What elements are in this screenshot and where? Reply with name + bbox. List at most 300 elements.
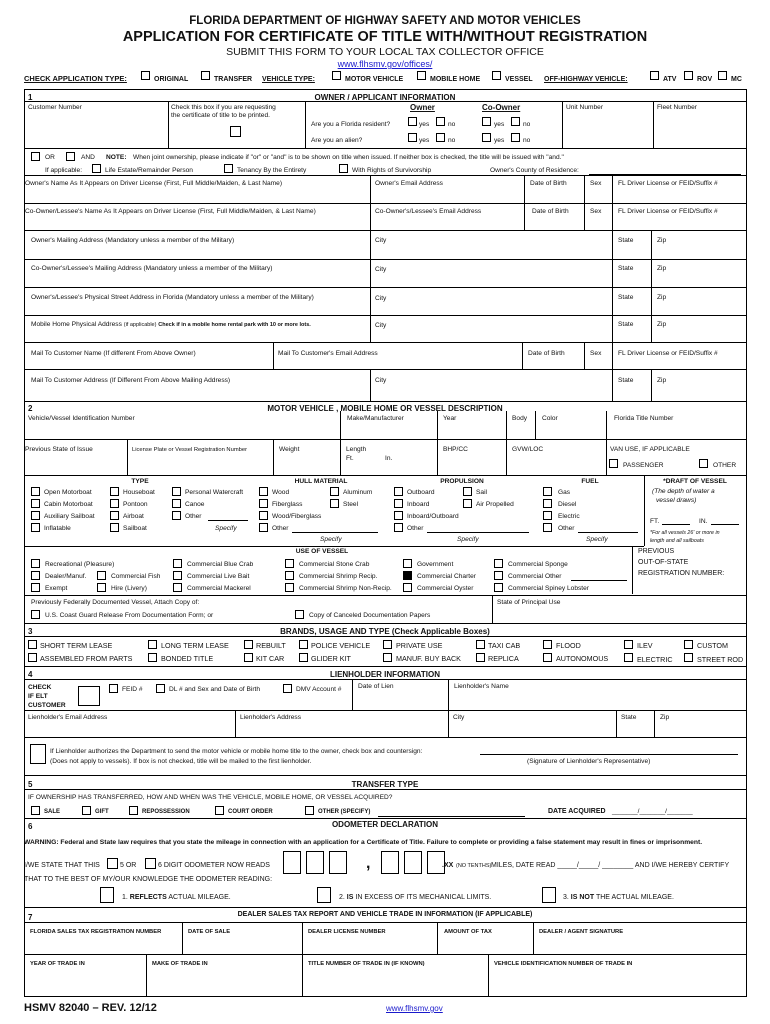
court-order-label: COURT ORDER [228,809,273,815]
draft-footnote-1: *For all vessels 26' or more in [650,530,720,536]
propulsion-specify-label: Specify [457,536,479,543]
dmv-account-label: DMV Account # [296,686,342,693]
owner-alien-no[interactable] [436,133,445,142]
custom-checkbox[interactable] [684,640,693,649]
steel-label: Steel [343,501,359,508]
mail-to-city-label: City [375,377,387,384]
title-trade-in-label: TITLE NUMBER OF TRADE IN (IF KNOWN) [308,961,425,967]
physical-address-label: Owner's/Lessee's Physical Street Address in Florida (Mandatory unless a member of the Military) [31,294,314,301]
type-other-label: Other [185,513,202,520]
private-use-checkbox[interactable] [383,640,392,649]
bonded-title-checkbox[interactable] [148,653,157,662]
elt-customer-checkbox[interactable] [78,686,100,706]
aluminum-label: Aluminum [343,489,373,496]
kit-car-label: KIT CAR [256,654,285,663]
elt-check-label-1: CHECK [28,684,52,691]
if-applicable-label: If applicable: [45,167,83,174]
mail-to-dl-label: FL Driver License or FEID/Suffix # [618,350,718,357]
commercial-other-label: Commercial Other [508,573,562,580]
amount-of-tax-label: AMOUNT OF TAX [444,929,492,935]
fuel-other-label: Other [558,525,575,532]
original-checkbox[interactable] [141,71,150,80]
footer-link[interactable]: www.flhsmv.gov [386,1004,443,1013]
fuel-specify-label: Specify [586,536,608,543]
diesel-checkbox[interactable] [543,499,552,508]
life-estate-checkbox[interactable] [92,164,101,173]
owner-resident-yes[interactable] [408,117,417,126]
reflects-actual-checkbox[interactable] [100,887,114,903]
dmv-account-checkbox[interactable] [283,684,292,693]
odometer-digit-5[interactable] [404,851,422,874]
owner-alien-yes[interactable] [408,133,417,142]
reflects-actual-label: 1. REFLECTS ACTUAL MILEAGE. [122,894,231,901]
or-checkbox[interactable] [31,152,40,161]
mail-to-state-label: State [618,377,634,384]
commercial-other-checkbox[interactable] [494,571,503,580]
houseboat-checkbox[interactable] [110,487,119,496]
hull-other-label: Other [272,525,289,532]
odometer-digit-3[interactable] [329,851,347,874]
charter-checkbox[interactable] [403,571,412,580]
department-name: FLORIDA DEPARTMENT OF HIGHWAY SAFETY AND MOTOR VEHICLES [189,15,581,27]
section-2-title: MOTOR VEHICLE , MOBILE HOME OR VESSEL DESCRIPTION [267,404,503,413]
ilev-checkbox[interactable] [624,640,633,649]
hire-livery-checkbox[interactable] [97,583,106,592]
form-title: APPLICATION FOR CERTIFICATE OF TITLE WITH/WITHOUT REGISTRATION [122,29,648,45]
electric-fuel-label: Electric [558,513,580,520]
wood-fiberglass-label: Wood/Fiberglass [272,513,322,520]
glider-kit-label: GLIDER KIT [311,654,351,663]
cabin-motorboat-label: Cabin Motorboat [44,501,93,508]
mackerel-label: Commercial Mackerel [187,585,251,592]
inboard-outboard-checkbox[interactable] [394,511,403,520]
inboard-checkbox[interactable] [394,499,403,508]
canceled-docs-label: Copy of Canceled Documentation Papers [309,612,431,619]
hull-other-checkbox[interactable] [259,523,268,532]
lienholder-email-label: Lienholder's Email Address [28,714,108,721]
mail-to-name-label: Mail To Customer Name (If different From Above Owner) [31,350,196,357]
other-transfer-field[interactable] [378,816,525,817]
shrimp-recip-checkbox[interactable] [285,571,294,580]
lobster-label: Commercial Spiney Lobster [508,585,589,592]
offices-link[interactable]: www.flhsmv.gov/offices/ [337,59,433,69]
recreational-checkbox[interactable] [31,559,40,568]
sail-checkbox[interactable] [463,487,472,496]
mail-to-address-label: Mail To Customer Address (If Different From Above Mailing Address) [31,377,231,384]
personal-watercraft-checkbox[interactable] [172,487,181,496]
owner-resident-no[interactable] [436,117,445,126]
transfer-checkbox[interactable] [201,71,210,80]
survivorship-checkbox[interactable] [339,164,348,173]
vehicle-type-label: VEHICLE TYPE: [262,76,315,83]
dealer-manuf-label: Dealer/Manuf. [45,573,87,580]
gift-label: GIFT [95,809,109,815]
form-bottom-border [24,996,746,997]
bhp-label: BHP/CC [443,446,468,453]
yes-label: yes [419,121,430,128]
other-transfer-checkbox[interactable] [305,806,314,815]
airboat-checkbox[interactable] [110,511,119,520]
transfer-question: IF OWNERSHIP HAS TRANSFERRED, HOW AND WHEN WAS THE VEHICLE, MOBILE HOME, OR VESSEL ACQUIRED? [28,794,393,801]
air-propelled-label: Air Propelled [476,501,514,508]
lienholder-signature-caption: (Signature of Lienholder's Representative) [527,758,651,765]
bonded-title-label: BONDED TITLE [161,654,214,663]
section-1-title: OWNER / APPLICANT INFORMATION [314,93,456,102]
electric-brand-checkbox[interactable] [624,653,633,662]
five-digit-label: 5 OR [120,862,137,869]
fl-title-number-label: Florida Title Number [614,415,674,422]
draft-ft-label: FT. [650,518,660,525]
canoe-checkbox[interactable] [172,499,181,508]
recreational-label: Recreational (Pleasure) [45,561,115,568]
oyster-checkbox[interactable] [403,583,412,592]
repossession-checkbox[interactable] [129,806,138,815]
dealer-manuf-checkbox[interactable] [31,571,40,580]
type-other-field[interactable] [208,520,248,521]
draft-note-1: (The depth of water a [652,488,715,495]
excess-limits-checkbox[interactable] [317,887,331,903]
stone-crab-checkbox[interactable] [285,559,294,568]
airboat-label: Airboat [123,513,144,520]
charter-label: Commercial Charter [417,573,476,580]
coowner-sex-label: Sex [590,208,602,215]
assembled-label: ASSEMBLED FROM PARTS [40,654,133,663]
elt-check-label-3: CUSTOMER [28,702,66,709]
open-motorboat-checkbox[interactable] [31,487,40,496]
plate-label: License Plate or Vessel Registration Number [132,447,248,453]
assembled-checkbox[interactable] [28,653,37,662]
rebuilt-checkbox[interactable] [244,640,253,649]
inflatable-label: Inflatable [44,525,71,532]
short-term-lease-checkbox[interactable] [28,640,37,649]
note-label: NOTE: [106,154,127,161]
sponge-checkbox[interactable] [494,559,503,568]
mail-to-email-label: Mail To Customer's Email Address [278,350,378,357]
dl-sex-dob-checkbox[interactable] [156,684,165,693]
county-label: Owner's County of Residence: [490,167,579,174]
aluminum-checkbox[interactable] [330,487,339,496]
sailboat-checkbox[interactable] [110,523,119,532]
police-vehicle-label: POLICE VEHICLE [311,641,371,650]
canoe-label: Canoe [185,501,205,508]
cabin-motorboat-checkbox[interactable] [31,499,40,508]
rebuilt-label: REBUILT [256,641,286,650]
make-trade-in-label: MAKE OF TRADE IN [152,961,208,967]
canceled-docs-checkbox[interactable] [295,610,304,619]
use-of-vessel-heading: USE OF VESSEL [295,548,349,555]
draft-heading: *DRAFT OF VESSEL [663,478,727,485]
print-title-text-2: the certificate of title to be printed. [171,112,270,119]
yes-label: yes [494,121,505,128]
taxi-cab-label: TAXI CAB [488,641,521,650]
exempt-label: Exempt [45,585,68,592]
replica-checkbox[interactable] [476,653,485,662]
co-mailing-state-label: State [618,265,634,272]
stone-crab-label: Commercial Stone Crab [299,561,370,568]
mh-city-label: City [375,322,387,329]
coowner-resident-yes[interactable] [482,117,491,126]
inboard-outboard-label: Inboard/Outboard [407,513,459,520]
lobster-checkbox[interactable] [494,583,503,592]
short-term-lease-label: SHORT TERM LEASE [40,641,113,650]
date-acquired-field[interactable]: _______/_______/_______ [612,808,693,815]
form-right-border [746,89,747,997]
mailing-zip-label: Zip [657,237,667,244]
section-7-number: 7 [28,913,33,922]
lienholder-zip-label: Zip [660,714,670,721]
and-label: AND [81,154,95,161]
date-acquired-label: DATE ACQUIRED [548,808,606,815]
pontoon-checkbox[interactable] [110,499,119,508]
manuf-buy-back-checkbox[interactable] [383,653,392,662]
government-checkbox[interactable] [403,559,412,568]
odometer-warning: WARNING: Federal and State law requires that you state the mileage in connection with an application for a Certificate of Title. Failure to complete or providing a false statement may result in fines or imprisonment. [24,839,703,846]
custom-label: CUSTOM [697,641,729,650]
vessel-checkbox[interactable] [492,71,501,80]
owner-dob-label: Date of Birth [530,180,567,187]
mailing-city-label: City [375,237,387,244]
atv-label: ATV [663,76,677,83]
motor-vehicle-checkbox[interactable] [332,71,341,80]
mh-zip-label: Zip [657,321,667,328]
type-other-checkbox[interactable] [172,511,181,520]
yes-label: yes [419,137,430,144]
atv-checkbox[interactable] [650,71,659,80]
five-digit-checkbox[interactable] [107,858,118,869]
owner-email-label: Owner's Email Address [375,180,443,187]
commercial-fish-checkbox[interactable] [97,571,106,580]
tenancy-checkbox[interactable] [224,164,233,173]
van-use-label: VAN USE, IF APPLICABLE [610,446,690,453]
air-propelled-checkbox[interactable] [463,499,472,508]
draft-note-2: vessel draws) [656,497,697,504]
gas-checkbox[interactable] [543,487,552,496]
ilev-label: ILEV [637,641,653,650]
odometer-digit-2[interactable] [306,851,324,874]
co-mailing-address-label: Co-Owner's/Lessee's Mailing Address (Mandatory unless a member of the Military) [31,265,273,272]
mc-checkbox[interactable] [718,71,727,80]
steel-checkbox[interactable] [330,499,339,508]
unit-number-label: Unit Number [566,104,604,111]
pontoon-label: Pontoon [123,501,148,508]
tenancy-label: Tenancy By the Entirety [237,167,307,174]
blue-crab-checkbox[interactable] [173,559,182,568]
fl-sales-tax-label: FLORIDA SALES TAX REGISTRATION NUMBER [30,929,162,935]
fl-resident-question: Are you a Florida resident? [311,121,391,128]
year-trade-in-label: YEAR OF TRADE IN [30,961,85,967]
section-6-title: ODOMETER DECLARATION [331,820,439,829]
manuf-buy-back-label: MANUF. BUY BACK [396,654,461,663]
propulsion-other-label: Other [407,525,424,532]
coowner-alien-yes[interactable] [482,133,491,142]
coowner-alien-no[interactable] [511,133,520,142]
flood-checkbox[interactable] [543,640,552,649]
glider-kit-checkbox[interactable] [299,653,308,662]
motor-vehicle-label: MOTOR VEHICLE [345,76,404,83]
prev-state-label: Previous State of Issue [25,446,93,453]
street-rod-checkbox[interactable] [684,653,693,662]
sale-label: SALE [44,809,61,815]
vessel-label: VESSEL [505,76,533,83]
rov-label: ROV [697,76,713,83]
section-3-number: 3 [28,627,33,636]
other-transfer-label: OTHER (SPECIFY) [318,809,371,815]
kit-car-checkbox[interactable] [244,653,253,662]
co-owner-heading: Co-Owner [482,103,521,112]
coowner-dl-label: FL Driver License or FEID/Suffix # [618,208,718,215]
blue-crab-label: Commercial Blue Crab [187,561,254,568]
gift-checkbox[interactable] [82,806,91,815]
diesel-label: Diesel [558,501,577,508]
and-checkbox[interactable] [66,152,75,161]
alien-question: Are you an alien? [311,137,363,144]
print-title-text-1: Check this box if you are requesting [171,104,276,111]
wood-fiberglass-checkbox[interactable] [259,511,268,520]
gas-label: Gas [558,489,571,496]
miles-date-read: MILES, DATE READ _____/_____/ ________ AND I/WE HEREBY CERTIFY [491,862,730,869]
lienholder-name-label: Lienholder's Name [454,683,509,690]
prev-oos-2: OUT-OF-STATE [638,559,689,566]
police-vehicle-checkbox[interactable] [299,640,308,649]
check-application-type-label: CHECK APPLICATION TYPE: [24,74,127,83]
fleet-number-label: Fleet Number [657,104,697,111]
mail-to-dob-label: Date of Birth [528,350,565,357]
taxi-cab-checkbox[interactable] [476,640,485,649]
hull-specify-label: Specify [320,536,342,543]
not-actual-checkbox[interactable] [542,887,556,903]
odometer-digit-4[interactable] [381,851,399,874]
fuel-other-checkbox[interactable] [543,523,552,532]
section-5-title: TRANSFER TYPE [351,780,419,789]
hull-other-field[interactable] [292,532,378,533]
section-7-title: DEALER SALES TAX REPORT AND VEHICLE TRADE IN INFORMATION (IF APPLICABLE) [237,911,533,918]
lienholder-city-label: City [453,714,465,721]
wood-label: Wood [272,489,290,496]
van-other-checkbox[interactable] [699,459,708,468]
sail-label: Sail [476,489,487,496]
houseboat-label: Houseboat [123,489,155,496]
excess-limits-label: 2. IS IN EXCESS OF ITS MECHANICAL LIMITS. [339,894,492,901]
shrimp-recip-label: Commercial Shrimp Recip. [299,573,378,580]
live-bait-checkbox[interactable] [173,571,182,580]
passenger-checkbox[interactable] [609,459,618,468]
autonomous-checkbox[interactable] [543,653,552,662]
wood-checkbox[interactable] [259,487,268,496]
co-mailing-zip-label: Zip [657,265,667,272]
dealer-signature-label: DEALER / AGENT SIGNATURE [539,929,624,935]
type-specify-label: Specify [215,525,237,532]
coowner-email-label: Co-Owner's/Lessee's Email Address [375,208,482,215]
fuel-other-field[interactable] [578,532,638,533]
auxiliary-sailboat-label: Auxiliary Sailboat [44,513,95,520]
odometer-state-this: I/WE STATE THAT THIS [24,862,100,869]
yes-label: yes [494,137,505,144]
sale-checkbox[interactable] [31,806,40,815]
elt-check-label-2: IF ELT [28,693,48,700]
propulsion-other-field[interactable] [427,532,529,533]
lienholder-signature-field[interactable] [480,754,738,755]
van-other-label: OTHER [713,462,737,469]
date-of-lien-label: Date of Lien [358,683,394,690]
life-estate-label: Life Estate/Remainder Person [105,167,193,174]
rov-checkbox[interactable] [684,71,693,80]
odometer-digit-1[interactable] [283,851,301,874]
propulsion-other-checkbox[interactable] [394,523,403,532]
six-digit-checkbox[interactable] [145,858,156,869]
state-principal-label: State of Principal Use [497,599,561,606]
outboard-checkbox[interactable] [394,487,403,496]
fiberglass-checkbox[interactable] [259,499,268,508]
commercial-other-field[interactable] [571,580,627,581]
street-rod-label: STREET ROD [697,655,744,664]
passenger-label: PASSENGER [623,462,664,469]
weight-label: Weight [279,446,300,453]
note-text: When joint ownership, please indicate if "or" or "and" is to be shown on title when issued. If neither box is checked, the title will be issued with "and." [133,154,564,161]
coowner-dob-label: Date of Birth [532,208,569,215]
mail-to-sex-label: Sex [590,350,602,357]
lienholder-state-label: State [621,714,637,721]
section-3-title: BRANDS, USAGE AND TYPE (Check Applicable Boxes) [280,627,490,636]
auxiliary-sailboat-checkbox[interactable] [31,511,40,520]
coowner-name-label: Co-Owner/Lessee's Name As It Appears on Driver License (First, Full Middle/Maiden, & Last Name) [25,208,316,215]
uscg-release-checkbox[interactable] [31,610,40,619]
dl-sex-dob-label: DL # and Sex and Date of Birth [169,686,261,693]
year-label: Year [443,415,457,422]
long-term-lease-label: LONG TERM LEASE [161,641,229,650]
body-label: Body [512,415,528,422]
form-top-border [24,89,746,90]
off-highway-label: OFF-HIGHWAY VEHICLE: [544,76,628,83]
draft-in-field[interactable] [711,524,739,525]
mackerel-checkbox[interactable] [173,583,182,592]
personal-watercraft-label: Personal Watercraft [185,489,244,496]
open-motorboat-label: Open Motorboat [44,489,92,496]
flood-label: FLOOD [556,641,581,650]
government-label: Government [417,561,454,568]
lienholder-authorize-checkbox[interactable] [30,744,46,764]
shrimp-non-recip-checkbox[interactable] [285,583,294,592]
inflatable-checkbox[interactable] [31,523,40,532]
mobile-home-checkbox[interactable] [417,71,426,80]
co-mailing-city-label: City [375,266,387,273]
draft-ft-field[interactable] [662,524,690,525]
coowner-resident-no[interactable] [511,117,520,126]
length-in-label: In. [385,455,393,462]
form-number: HSMV 82040 – REV. 12/12 [24,1002,157,1014]
exempt-checkbox[interactable] [31,583,40,592]
live-bait-label: Commercial Live Bait [187,573,250,580]
sailboat-label: Sailboat [123,525,147,532]
odometer-xx: .XX [442,862,454,869]
physical-city-label: City [375,295,387,302]
print-title-checkbox[interactable] [230,126,241,137]
no-label: no [448,137,456,144]
court-order-checkbox[interactable] [215,806,224,815]
hull-heading: HULL MATERIAL [294,478,348,485]
feid-checkbox[interactable] [109,684,118,693]
no-label: no [523,121,531,128]
mobile-home-label: MOBILE HOME [430,76,481,83]
draft-footnote-2: length and all sailboats [650,538,704,544]
electric-fuel-checkbox[interactable] [543,511,552,520]
mc-label: MC [731,76,742,83]
long-term-lease-checkbox[interactable] [148,640,157,649]
section-5-number: 5 [28,780,33,789]
draft-in-label: IN. [699,518,708,525]
owner-dl-label: FL Driver License or FEID/Suffix # [618,180,718,187]
shrimp-non-recip-label: Commercial Shrimp Non-Recip. [299,585,392,592]
physical-state-label: State [618,294,634,301]
